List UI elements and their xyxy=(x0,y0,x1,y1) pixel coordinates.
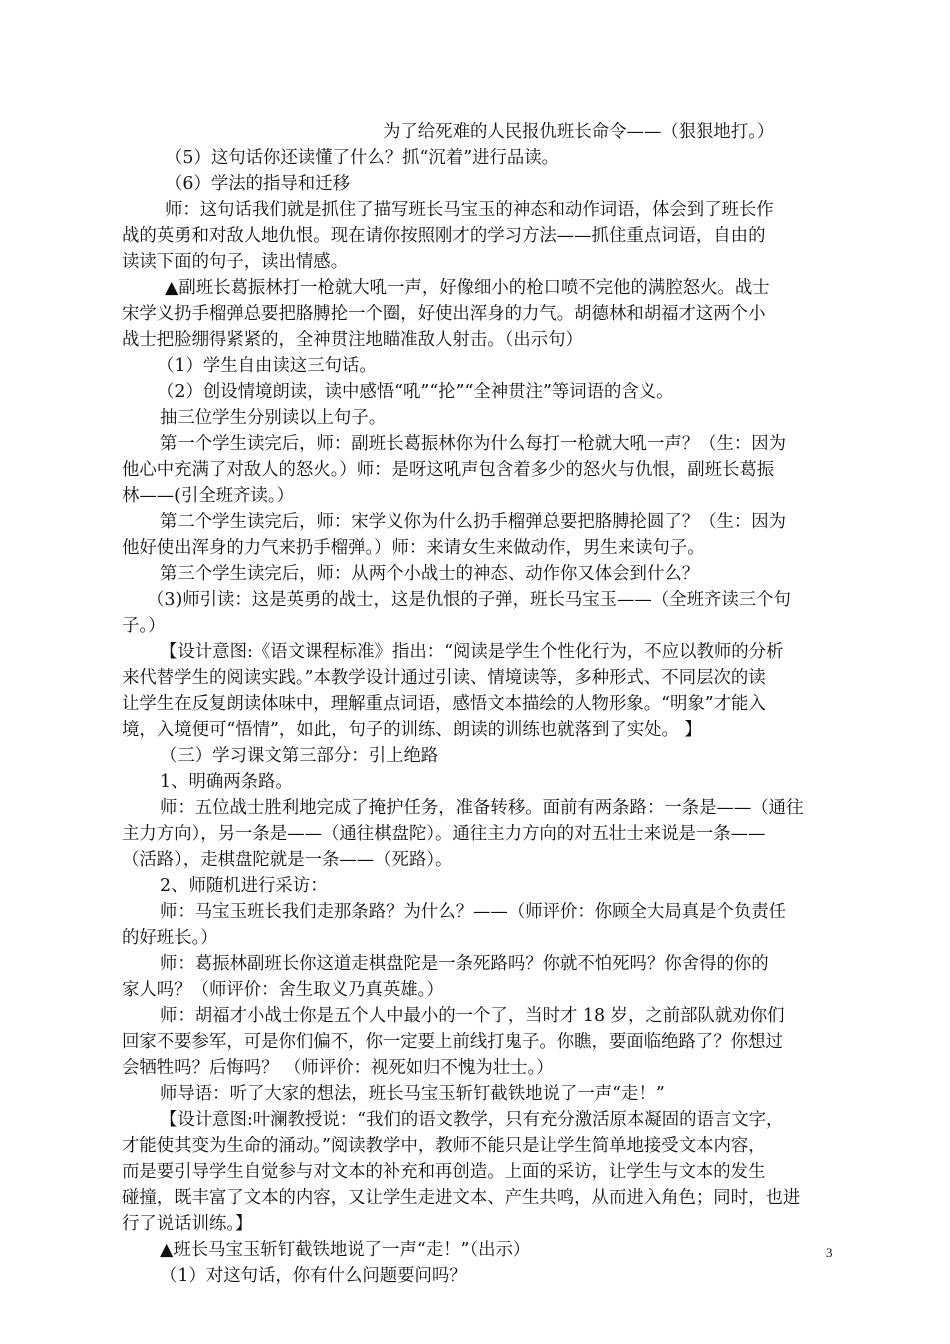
text-line: 行了说话训练。】 xyxy=(122,1214,253,1234)
text-line: 让学生在反复朗读体味中，理解重点词语，感悟文本描绘的人物形象。“明象”才能入 xyxy=(122,694,766,714)
text-line: 碰撞，既丰富了文本的内容，又让学生走进文本、产生共鸣，从而进入角色；同时，也进 xyxy=(122,1188,801,1208)
text-line: 的好班长。） xyxy=(122,928,218,948)
text-line: 抽三位学生分别读以上句子。 xyxy=(160,408,387,428)
text-line: （活路），走棋盘陀就是一条——（死路）。 xyxy=(122,850,453,870)
text-line: 子。） xyxy=(122,616,166,636)
text-line: 第一个学生读完后，师：副班长葛振林你为什么每打一枪就大吼一声？（生：因为 xyxy=(160,434,787,454)
text-line: 为了给死难的人民报仇班长命令——（狠狠地打。） xyxy=(383,122,775,142)
text-line: 而是要引导学生自觉参与对文本的补充和再创造。上面的采访，让学生与文本的发生 xyxy=(122,1162,766,1182)
text-line: 师导语：听了大家的想法，班长马宝玉斩钉截铁地说了一声“走！” xyxy=(160,1084,665,1104)
text-line: ▲副班长葛振林打一枪就大吼一声，好像细小的枪口喷不完他的满腔怒火。战士 xyxy=(165,278,770,298)
text-line: 【设计意图:《语文课程标准》指出：“阅读是学生个性化行为，不应以教师的分析 xyxy=(160,642,784,662)
text-line: 才能使其变为生命的涌动。”阅读教学中，教师不能只是让学生简单地接受文本内容， xyxy=(122,1136,766,1156)
text-line: （6）学法的指导和迁移 xyxy=(165,174,350,194)
text-line: 会牺牲吗？后悔吗？ （师评价：视死如归不愧为壮士。） xyxy=(122,1058,554,1078)
text-line: 第二个学生读完后，师：宋学义你为什么扔手榴弹总要把胳膊抡圆了？（生：因为 xyxy=(160,512,787,532)
text-line: 他心中充满了对敌人的怒火。）师：是呀这吼声包含着多少的怒火与仇恨，副班长葛振 xyxy=(122,460,775,480)
text-line: 1、明确两条路。 xyxy=(160,772,293,792)
text-line: 林——(引全班齐读。） xyxy=(122,486,294,506)
text-line: 家人吗？（师评价：舍生取义乃真英雄。） xyxy=(122,980,444,1000)
text-line: 【设计意图:叶澜教授说：“我们的语文教学，只有充分激活原本凝固的语言文字， xyxy=(160,1110,784,1130)
text-line: 读读下面的句子，读出情感。 xyxy=(122,252,349,272)
text-line: （三）学习课文第三部分：引上绝路 xyxy=(160,746,439,766)
text-line: （5）这句话你还读懂了什么？抓“沉着”进行品读。 xyxy=(165,148,560,168)
page-number: 3 xyxy=(826,1245,833,1260)
text-line: 师：胡福才小战士你是五个人中最小的一个了，当时才 18 岁，之前部队就劝你们 xyxy=(160,1006,785,1026)
text-line: 师：这句话我们就是抓住了描写班长马宝玉的神态和动作词语，体会到了班长作 xyxy=(165,200,774,220)
text-line: 师：五位战士胜利地完成了掩护任务，准备转移。面前有两条路：一条是——（通往 xyxy=(160,798,804,818)
text-line: （1）学生自由读这三句话。 xyxy=(157,356,377,376)
text-line: 回家不要参军，可是你们偏不，你一定要上前线打鬼子。你瞧，要面临绝路了？你想过 xyxy=(122,1032,783,1052)
text-line: 师：马宝玉班长我们走那条路？为什么？——（师评价：你顾全大局真是个负责任 xyxy=(160,902,787,922)
text-line: 2、师随机进行采访： xyxy=(160,876,328,896)
text-line: （2）创设情境朗读，读中感悟“吼”“抡”“全神贯注”等词语的含义。 xyxy=(157,382,674,402)
text-line: 境，入境便可“悟情”，如此，句子的训练、朗读的训练也就落到了实处。 】 xyxy=(122,720,702,740)
text-line: （3)师引读：这是英勇的战士，这是仇恨的子弹，班长马宝玉——（全班齐读三个句 xyxy=(147,590,791,610)
text-line: 来代替学生的阅读实践。”本教学设计通过引读、情境读等，多种形式、不同层次的读 xyxy=(122,668,766,688)
text-line: ▲班长马宝玉斩钉截铁地说了一声“走！”（出示） xyxy=(160,1240,531,1260)
text-line: 主力方向），另一条是——（通往棋盘陀）。通往主力方向的对五壮士来说是一条—— xyxy=(122,824,766,844)
text-line: 战士把脸绷得紧紧的，全神贯注地瞄准敌人射击。（出示句） xyxy=(122,330,583,350)
text-line: 战的英勇和对敌人地仇恨。现在请你按照刚才的学习方法——抓住重点词语，自由的 xyxy=(122,226,766,246)
text-line: 他好使出浑身的力气来扔手榴弹。）师：来请女生来做动作，男生来读句子。 xyxy=(122,538,705,558)
text-line: （1）对这句话，你有什么问题要问吗？ xyxy=(160,1266,467,1286)
text-line: 师：葛振林副班长你这道走棋盘陀是一条死路吗？你就不怕死吗？你舍得的你的 xyxy=(160,954,769,974)
text-line: 第三个学生读完后，师：从两个小战士的神态、动作你又体会到什么？ xyxy=(160,564,700,584)
text-line: 宋学义扔手榴弹总要把胳膊抡一个圈，好使出浑身的力气。胡德林和胡福才这两个小 xyxy=(122,304,766,324)
